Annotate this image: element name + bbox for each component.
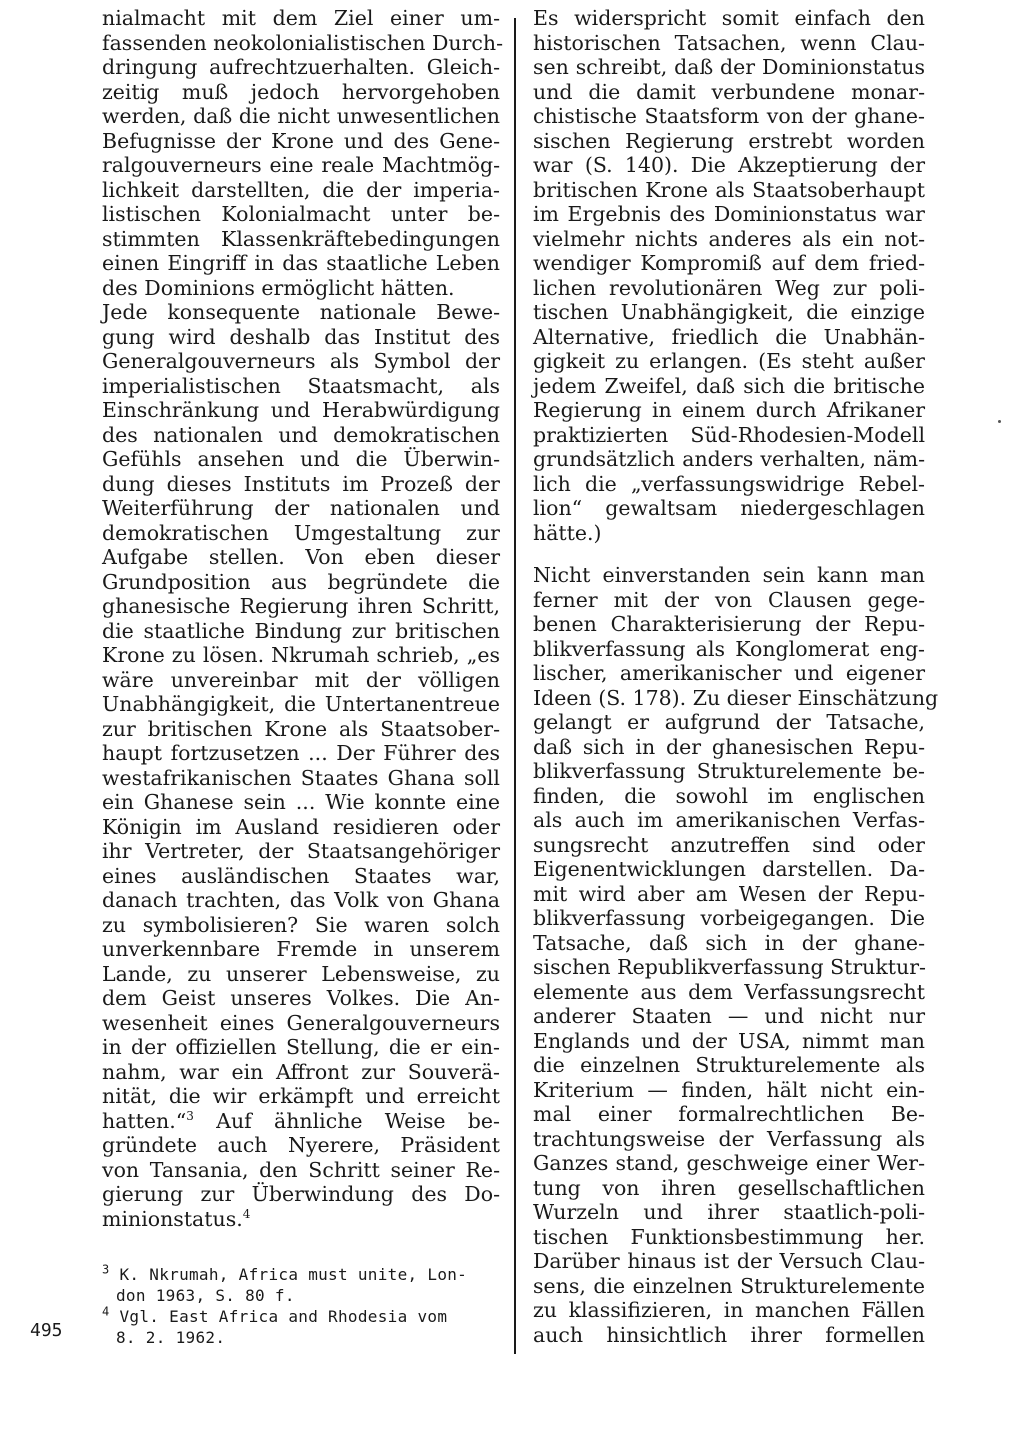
text-line: in der offiziellen Stellung, die er ein- [102,1035,500,1059]
text-line: Einschränkung und Herabwürdigung [102,398,500,422]
text-line: tischen Funktionsbestimmung her. [533,1224,925,1249]
text-line: Unabhängigkeit, die Untertanentreue [102,692,500,716]
text-line: Aufgabe stellen. Von eben dieser [102,545,500,569]
text-line: blikverfassung vorbeigegangen. Die [533,906,925,930]
text-line: war (S. 140). Die Akzeptierung der [533,153,925,177]
text-line: sungsrecht anzutreffen sind oder [533,832,925,857]
text-line: anderer Staaten — und nicht nur [533,1004,925,1028]
text-line: Tatsache, daß sich in der ghane- [533,930,925,955]
text-line: jedem Zweifel, daß sich die britische [533,373,925,398]
text-line: blikverfassung Strukturelemente be- [533,759,925,783]
text-line: zu symbolisieren? Sie waren solch [102,912,500,937]
text-line: lich die „verfassungswidrige Rebel- [533,471,925,496]
text-line: die staatliche Bindung zur britischen [102,618,500,643]
text-line: sischen Republikverfassung Struktur- [533,955,926,979]
text-line: im Ergebnis des Dominionstatus war [533,202,925,226]
footnote-number: 4 [102,1304,110,1319]
sentence-start: Auf ähnliche Weise be- [216,1108,500,1133]
page-number: 495 [30,1320,63,1341]
text-line: des nationalen und demokratischen [102,422,500,447]
text-line: listischen Kolonialmacht unter be- [102,202,500,226]
text-line: dem Geist unseres Volkes. Die An- [102,986,500,1010]
footnote-number: 3 [102,1262,110,1277]
text-line: trachtungsweise der Verfassung als [533,1126,925,1151]
text-line: werden, daß die nicht unwesentlichen [102,104,500,128]
text-line: mal einer formalrechtlichen Be- [533,1102,925,1126]
text-line: einen Eingriff in das staatliche Leben [102,251,500,275]
text-line: Alternative, friedlich die Unabhän- [533,324,925,349]
text-line: Eigenentwicklungen darstellen. Da- [533,857,925,881]
text-line: westafrikanischen Staates Ghana soll [102,765,500,790]
text-line: lischer, amerikanischer und eigener [533,661,925,685]
text-line: gelangt er aufgrund der Tatsache, [533,710,925,734]
text-line: dung dieses Instituts im Prozeß der [102,471,500,496]
text-line: auch hinsichtlich ihrer formellen [533,1322,925,1347]
text-line: chistische Staatsform von der ghane- [533,104,925,128]
text-line: Weiterführung der nationalen und [102,496,500,520]
text-line: gung wird deshalb das Institut des [102,324,500,349]
text-line: Grundposition aus begründete die [102,569,500,594]
text-line: nahm, war ein Affront zur Souverä- [102,1059,500,1084]
footnote-ref-4: 4 [242,1206,251,1221]
text-line: Jede konsequente nationale Bewe- [102,300,500,324]
text-line: wendiger Kompromiß auf dem fried- [533,251,925,275]
text-line: danach trachten, das Volk von Ghana [102,888,500,912]
text-line: grundsätzlich anders verhalten, näm- [533,447,925,471]
text-line: britischen Krone als Staatsoberhaupt [533,177,925,202]
right-column-bottom [533,563,939,1347]
footnote-line [102,1264,494,1285]
column-divider [514,18,516,1354]
text-line: Nicht einverstanden sein kann man [533,563,925,587]
text-line: zur britischen Krone als Staatsober- [102,716,500,741]
text-line: wäre unvereinbar mit der völligen [102,667,500,692]
text-line: gierung zur Überwindung des Do- [102,1182,500,1206]
text-line: des Dominions ermöglicht hätten. [102,275,455,300]
text-line: eines ausländischen Staates war, [102,863,500,888]
text-line: finden, die sowohl im englischen [533,783,925,808]
text-line: tung von ihren gesellschaftlichen [533,1175,925,1200]
text-line: ghanesische Regierung ihren Schritt, [102,594,500,618]
paragraph-end: minionstatus. [102,1206,243,1231]
text-line: historischen Tatsachen, wenn Clau- [533,30,925,55]
text-line: ihr Vertreter, der Staatsangehöriger [102,839,500,863]
footnote-text: K. Nkrumah, Africa must unite, Lon- [119,1265,468,1284]
text-line: Gefühls ansehen und die Überwin- [102,447,500,471]
text-line: Lande, zu unserer Lebensweise, zu [102,961,500,986]
text-line: zu klassifizieren, in manchen Fällen [533,1298,925,1322]
footnote-3 [102,1264,494,1306]
text-line: dringung aufrechtzuerhalten. Gleich- [102,55,500,79]
right-column-top [533,6,925,545]
text-line: Befugnisse der Krone und des Gene- [102,128,500,153]
text-line: nialmacht mit dem Ziel einer um- [102,6,500,30]
text-line: lichen revolutionären Weg zur poli- [533,275,925,300]
text-line: zeitig muß jedoch hervorgehoben [102,79,500,104]
footnote-line: don 1963, S. 80 f. [116,1286,295,1305]
text-line: Wurzeln und ihrer staatlich-poli- [533,1200,925,1224]
footnote-4 [102,1306,494,1348]
text-line: gründete auch Nyerere, Präsident [102,1133,500,1157]
text-line: Königin im Ausland residieren oder [102,814,500,839]
text-line: Kriterium — finden, hält nicht ein- [533,1077,925,1102]
text-line: von Tansania, den Schritt seiner Re- [102,1157,500,1182]
quote-end: hatten.“ [102,1108,187,1133]
text-line: unverkennbare Fremde in unserem [102,937,500,961]
text-line: als auch im amerikanischen Verfas- [533,808,925,832]
text-line: ralgouverneurs eine reale Machtmög- [102,153,500,177]
text-line: lichkeit darstellten, die der imperia- [102,177,500,202]
text-line: tischen Unabhängigkeit, die einzige [533,300,925,324]
text-line: die einzelnen Strukturelemente als [533,1053,925,1077]
text-line: Generalgouverneurs als Symbol der [102,349,500,373]
text-line: mit wird aber am Wesen der Repu- [533,881,925,906]
footnote-line: 8. 2. 1962. [116,1328,226,1347]
text-line: sens, die einzelnen Strukturelemente [533,1273,925,1298]
text-line: imperialistischen Staatsmacht, als [102,373,500,398]
text-line: Krone zu lösen. Nkrumah schrieb, „es [102,643,500,667]
text-line: daß sich in der ghanesischen Repu- [533,734,925,759]
text-line: lion“ gewaltsam niedergeschlagen [533,496,925,520]
text-line: praktizierten Süd-Rhodesien-Modell [533,422,925,447]
text-line: elemente aus dem Verfassungsrecht [533,979,925,1004]
text-line: Regierung in einem durch Afrikaner [533,398,925,422]
text-line: vielmehr nichts anderes als ein not- [533,226,925,251]
footnotes [102,1264,494,1348]
text-line-with-footnote [102,1109,500,1134]
scan-speck [998,420,1001,423]
text-line: demokratischen Umgestaltung zur [102,520,500,545]
text-line: und die damit verbundene monar- [533,79,925,104]
text-line: wesenheit eines Generalgouverneurs [102,1010,500,1035]
text-line: Es widerspricht somit einfach den [533,6,925,30]
footnote-line [102,1306,494,1327]
text-line: sischen Regierung erstrebt worden [533,128,925,153]
text-line: stimmten Klassenkräftebedingungen [102,226,500,251]
text-line: haupt fortzusetzen ... Der Führer des [102,741,500,765]
text-line: nität, die wir erkämpft und erreicht [102,1084,500,1108]
text-line: sen schreibt, daß der Dominionstatus [533,55,925,79]
left-column [102,6,504,1231]
text-line: ein Ghanese sein ... Wie konnte eine [102,790,500,814]
text-line: benen Charakterisierung der Repu- [533,612,925,636]
text-line: fassenden neokolonialistischen Durch- [102,30,504,55]
footnote-text: Vgl. East Africa and Rhodesia vom [119,1307,448,1326]
text-line-with-footnote [102,1207,500,1232]
text-line: gigkeit zu erlangen. (Es steht außer [533,349,925,373]
text-line: Ideen (S. 178). Zu dieser Einschätzung [533,685,939,710]
text-line: ferner mit der von Clausen gege- [533,587,925,612]
text-line: Englands und der USA, nimmt man [533,1028,925,1053]
text-line: Darüber hinaus ist der Versuch Clau- [533,1249,925,1273]
text-line: Ganzes stand, geschweige einer Wer- [533,1151,925,1175]
text-line: hätte.) [533,520,602,545]
footnote-ref-3: 3 [186,1108,194,1123]
text-line: blikverfassung als Konglomerat eng- [533,636,925,661]
